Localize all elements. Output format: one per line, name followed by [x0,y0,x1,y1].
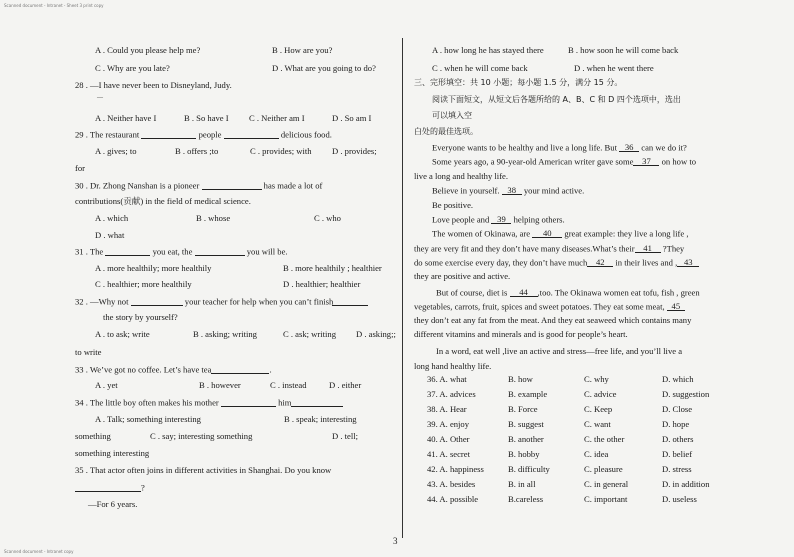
blank-38: 38 [502,186,522,195]
option-a-text: Hear [449,404,467,414]
q35-option-a: A . how long he has stayed there [432,45,544,55]
section-heading: 三、完形填空：共 10 小题；每小题 1.5 分，满分 15 分。 [414,78,623,87]
option-a-text: advices [449,389,476,399]
option-row-a [427,375,467,384]
passage-line [432,215,565,224]
q31-option-c: C . healthier; more healthily [95,279,192,289]
option-c: C. idea [584,449,609,459]
text: But of course, diet is [436,287,508,298]
q29-option-b: B . offers ;to [175,146,219,156]
blank-36: 36 [619,143,639,152]
option-row-a [427,465,484,474]
q33-option-d: D . either [329,380,362,390]
option-c: C. why [584,374,609,384]
q30-stem-a: 30 . Dr. Zhong Nanshan is a pioneer [75,180,200,191]
passage-line [432,143,687,152]
q35-blank [75,483,141,492]
option-c: C. advice [584,389,617,399]
q27-option-c: C . Why are you late? [95,63,170,73]
q34-cont: something interesting [75,448,150,458]
blank-42: 42 [587,258,613,267]
q34-stem [75,398,343,407]
q29-option-a: A . gives; to [95,146,137,156]
q31-option-b: B . more healthily ; healthier [283,263,382,273]
option-number: 36. A. [427,374,448,384]
passage-line [414,302,685,311]
q33-stem-b: . [269,364,272,375]
option-c: C. Keep [584,404,613,414]
passage-line: different vitamins and minerals and is good for people’s heart. [414,329,628,339]
q29-stem-a: 29 . The restaurant [75,129,140,140]
q34-option-a: A . Talk; something interesting [95,414,201,424]
option-row-a [427,405,467,414]
q34-stem-b: him [278,397,292,408]
q29-stem-b: people [198,129,222,140]
q33-stem-a: 33 . We’ve got no coffee. Let’s have tea [75,364,212,375]
q29-blank-2 [224,130,279,139]
option-b: B. how [508,374,533,384]
text: Believe in yourself. [432,185,500,196]
blank-41: 41 [635,244,661,253]
q28-mark: — [97,95,103,101]
q30-stem-b: has made a lot of [263,180,323,191]
q32-blank-2 [332,297,368,306]
q30-stem [75,181,322,190]
option-d: D. Close [662,404,693,414]
blank-39: 39 [491,215,511,224]
q30-option-d: D . what [95,230,125,240]
q34-option-d: D . tell; [332,431,359,441]
instructions-line-1: 阅读下面短文，从短文后各题所给的 A、B、C 和 D 四个选项中，选出 [432,95,681,104]
option-b: B. hobby [508,449,540,459]
text: vegetables, carrots, fruit, spices and sweet potatoes. They eat some meat, [414,301,665,312]
q31-stem [75,247,288,256]
q31-stem-c: you will be. [246,246,288,257]
option-c: C. in general [584,479,629,489]
blank-43: 43 [677,258,699,267]
option-d: D. which [662,374,694,384]
q30-option-a: A . which [95,213,129,223]
q32-stem-c: the story by yourself? [103,312,178,322]
q32-option-c: C . ask; writing [283,329,336,339]
option-d: D. others [662,434,694,444]
text: do some exercise every day, they don’t have much [414,257,588,268]
q34-c1: something [75,431,111,441]
passage-line: they don’t eat any fat from the meat. And they eat seaweed which contains many [414,315,692,325]
blank-40: 40 [532,229,562,238]
q32-stem-b: your teacher for help when you can’t finish [184,296,334,307]
q31-option-d: D . healthier; healthier [283,279,361,289]
option-b: B. Force [508,404,538,414]
q28-option-c: C . Neither am I [249,113,305,123]
option-number: 39. A. [427,419,448,429]
passage-line: live a long and healthy life. [414,171,509,181]
q29-cont: for [75,163,86,173]
option-a-text: possible [449,494,479,504]
option-number: 38. A. [427,404,448,414]
q33-option-a: A . yet [95,380,118,390]
text: in their lives and , [615,257,678,268]
q35-qmark: ? [141,482,145,493]
option-d: D. in addition [662,479,710,489]
q30-blank [202,181,262,190]
q29-blank-1 [141,130,196,139]
option-row-a [427,390,476,399]
q34-stem-a: 34 . The little boy often makes his mother [75,397,219,408]
text: your mind active. [523,185,585,196]
option-number: 42. A. [427,464,448,474]
q34-option-c: C . say; interesting something [150,431,253,441]
text: great example: they live a long life , [564,228,689,239]
option-a-text: Other [449,434,470,444]
option-b: B. difficulty [508,464,550,474]
q31-stem-a: 31 . The [75,246,104,257]
option-a-text: secret [449,449,470,459]
q27-option-b: B . How are you? [272,45,333,55]
option-number: 43. A. [427,479,448,489]
text: Love people and [432,214,490,225]
q28-option-b: B . So have I [184,113,229,123]
passage-line [436,288,700,297]
q33-option-b: B . however [199,380,241,390]
option-b: B. example [508,389,548,399]
q33-blank [211,364,272,375]
passage-line: they are positive and active. [414,271,511,281]
text: Some years ago, a 90-year-old American writer gave some [432,156,634,167]
q30-stem-c: contributions(贡献) in the field of medical science. [75,196,251,206]
q32-blank-1 [131,297,183,306]
option-number: 41. A. [427,449,448,459]
passage-line [414,258,699,267]
option-c: C. the other [584,434,625,444]
q32-stem [75,297,333,306]
q35-option-d: D . when he went there [574,63,654,73]
text: they are very fit and they don’t have many diseases.What’s their [414,243,635,254]
option-d: D. hope [662,419,690,429]
passage-line [432,186,584,195]
q32-option-d: D . asking;; [356,329,396,339]
q35-blank-line [75,483,145,492]
option-number: 40. A. [427,434,448,444]
scan-header-note: Scanned document - Intranet - Sheet 3 print copy [4,3,104,8]
text: The women of Okinawa, are [432,228,531,239]
option-a-text: enjoy [449,419,470,429]
q32-stem-a: 32 . —Why not [75,296,129,307]
q33-stem [75,365,272,374]
q31-blank-1 [105,247,150,256]
q28-stem: 28 . —I have never been to Disneyland, Judy. [75,80,232,90]
q31-stem-b: you eat, the [152,246,193,257]
option-d: D. stress [662,464,692,474]
q34-blank-2 [291,398,343,407]
option-a-text: what [449,374,467,384]
q32-cont: to write [75,347,102,357]
text: Everyone wants to be healthy and live a long life. But [432,142,617,153]
passage-line [432,229,688,238]
q30-option-c: C . who [314,213,341,223]
q30-option-b: B . whose [196,213,231,223]
q31-option-a: A . more healthily; more healthily [95,263,212,273]
q27-option-d: D . What are you going to do? [272,63,376,73]
text: ?They [662,243,685,254]
text: ,too. The Okinawa women eat tofu, fish , green [537,287,700,298]
option-a-text: besides [449,479,476,489]
instructions-line-2: 可以填入空 [432,111,472,120]
option-b: B. suggest [508,419,544,429]
option-row-a [427,420,469,429]
q28-option-d: D . So am I [332,113,372,123]
passage-line [432,157,696,166]
passage-line: long hand healthy life. [414,361,492,371]
option-b: B.careless [508,494,544,504]
page-number: 3 [393,536,398,546]
q29-stem-c: delicious food. [280,129,332,140]
option-b: B. another [508,434,544,444]
option-c: C. pleasure [584,464,623,474]
q29-option-d: D . provides; [332,146,377,156]
q35-stem: 35 . That actor often joins in different activities in Shanghai. Do you know [75,465,332,475]
passage-line: In a word, eat well ,live an active and stress—free life, and you’ll live a [436,346,683,356]
option-b: B. in all [508,479,536,489]
q31-blank-2 [195,247,245,256]
option-d: D. useless [662,494,697,504]
passage-line [414,244,684,253]
blank-45: 45 [667,302,685,311]
q33-option-c: C . instead [270,380,307,390]
option-d: D. belief [662,449,693,459]
option-row-a [427,495,478,504]
q29-stem [75,130,332,139]
option-number: 37. A. [427,389,448,399]
blank-44: 44 [510,288,538,297]
instructions-line-3: 白处的最佳选项。 [414,127,478,136]
q32-option-b: B . asking; writing [193,329,257,339]
q34-option-b: B . speak; interesting [284,414,357,424]
column-divider [402,38,403,538]
option-d: D. suggestion [662,389,710,399]
option-row-a [427,480,475,489]
text: helping others. [513,214,565,225]
option-row-a [427,450,470,459]
passage-line: Be positive. [432,200,474,210]
scan-footer-note: Scanned document - Intranet copy [4,549,74,554]
q28-option-a: A . Neither have I [95,113,157,123]
q35-option-c: C . when he will come back [432,63,528,73]
text: on how to [661,156,696,167]
text: can we do it? [641,142,687,153]
option-c: C. want [584,419,611,429]
q34-blank-1 [221,398,276,407]
option-row-a [427,435,470,444]
option-c: C. important [584,494,628,504]
q32-option-a: A . to ask; write [95,329,150,339]
q27-option-a: A . Could you please help me? [95,45,201,55]
q29-option-c: C . provides; with [250,146,312,156]
q35-answer: —For 6 years. [88,499,138,509]
blank-37: 37 [633,157,659,166]
option-a-text: happiness [449,464,484,474]
option-number: 44. A. [427,494,448,504]
q35-option-b: B . how soon he will come back [568,45,679,55]
